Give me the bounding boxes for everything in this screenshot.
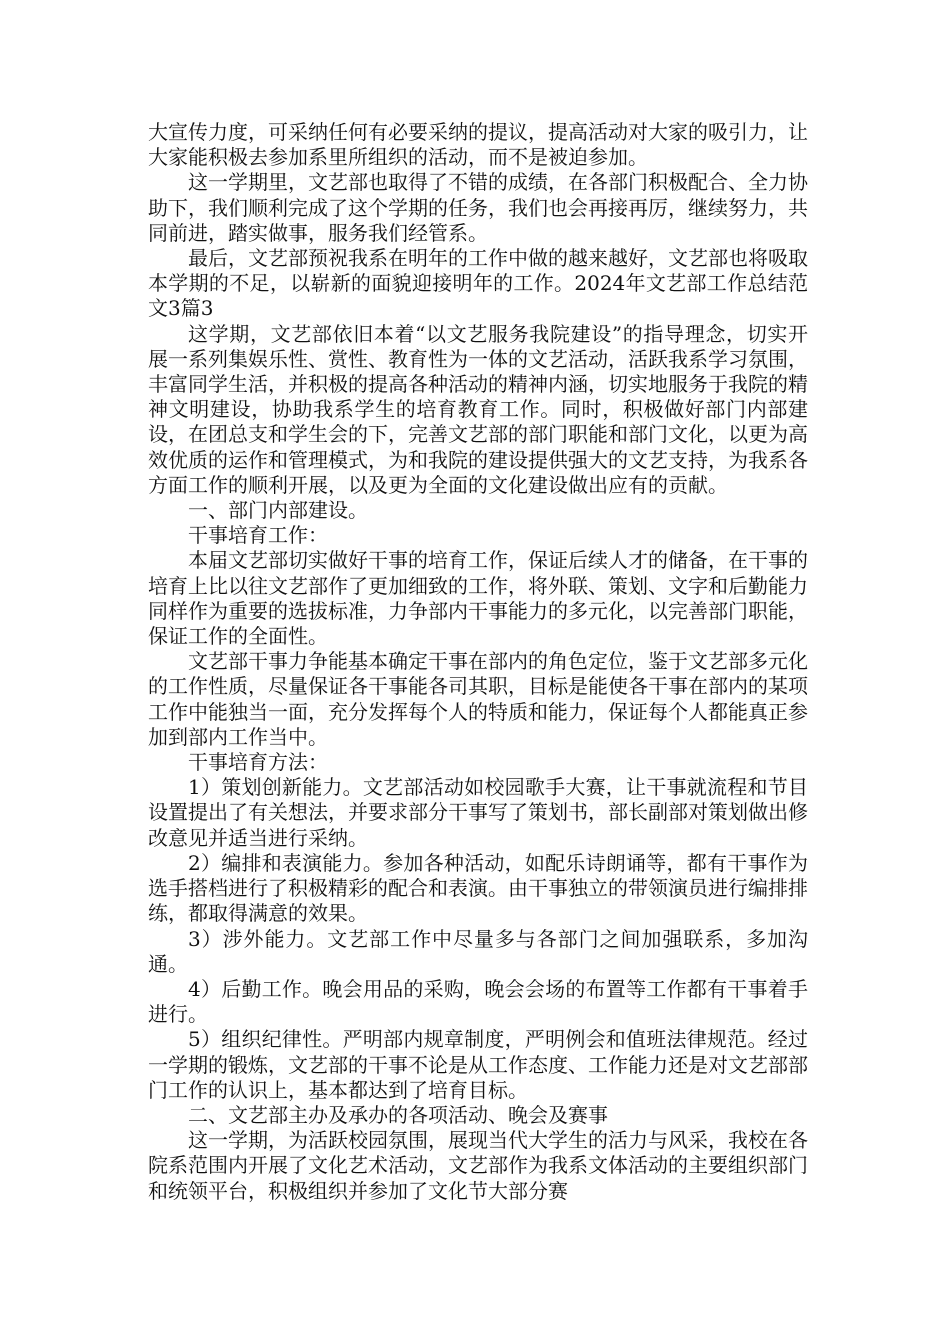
paragraph-7: 本届文艺部切实做好干事的培育工作，保证后续人才的储备，在干事的培育上比以往文艺部作了更加细致的工作，将外联、策划、文字和后勤能力同样作为重要的选拔标准，力争部内干事能力的多元化，以完善部门职能，保证工作的全面性。 [148, 548, 808, 649]
list-item-2: 2）编排和表演能力。参加各种活动，如配乐诗朗诵等，都有干事作为选手搭档进行了积极精彩的配合和表演。由干事独立的带领演员进行编排排练，都取得满意的效果。 [148, 850, 808, 926]
paragraph-1: 大宣传力度，可采纳任何有必要采纳的提议，提高活动对大家的吸引力，让大家能积极去参加系里所组织的活动，而不是被迫参加。 [148, 120, 808, 170]
document-page [148, 120, 808, 1204]
list-item-5: 5）组织纪律性。严明部内规章制度，严明例会和值班法律规范。经过一学期的锻炼，文艺部的干事不论是从工作态度、工作能力还是对文艺部部门工作的认识上，基本都达到了培育目标。 [148, 1027, 808, 1102]
list-item-3: 3）涉外能力。文艺部工作中尽量多与各部门之间加强联系，多加沟通。 [148, 926, 808, 976]
list-item-4: 4）后勤工作。晚会用品的采购，晚会会场的布置等工作都有干事着手进行。 [148, 976, 808, 1027]
paragraph-2: 这一学期里，文艺部也取得了不错的成绩，在各部门积极配合、全力协助下，我们顺利完成了这个学期的任务，我们也会再接再厉，继续努力，共同前进，踏实做事，服务我们经管系。 [148, 170, 808, 245]
paragraph-16: 这一学期，为活跃校园氛围，展现当代大学生的活力与风采，我校在各院系范围内开展了文化艺术活动，文艺部作为我系文体活动的主要组织部门和统领平台，积极组织并参加了文化节大部分赛 [148, 1128, 808, 1203]
list-item-1: 1）策划创新能力。文艺部活动如校园歌手大赛，让干事就流程和节目设置提出了有关想法，并要求部分干事写了策划书，部长副部对策划做出修改意见并适当进行采纳。 [148, 775, 808, 850]
section-heading-2: 二、文艺部主办及承办的各项活动、晚会及赛事 [188, 1102, 608, 1127]
paragraph-3: 最后，文艺部预祝我系在明年的工作中做的越来越好，文艺部也将吸取本学期的不足，以崭新的面貌迎接明年的工作。2024年文艺部工作总结范文3篇3 [148, 246, 808, 321]
paragraph-8: 文艺部干事力争能基本确定干事在部内的角色定位，鉴于文艺部多元化的工作性质，尽量保证各干事能各司其职，目标是能使各干事在部内的某项工作中能独当一面，充分发挥每个人的特质和能力，保证每个人都能真正参加到部内工作当中。 [148, 649, 808, 749]
section-heading-1: 一、部门内部建设。 [188, 498, 368, 523]
subheading-training-work: 干事培育工作： [188, 523, 328, 548]
paragraph-4: 这学期，文艺部依旧本着“以文艺服务我院建设”的指导理念，切实开展一系列集娱乐性、赏性、教育性为一体的文艺活动，活跃我系学习氛围，丰富同学生活，并积极的提高各种活动的精神内涵，切实地服务于我院的精神文明建设，协助我系学生的培育教育工作。同时，积极做好部门内部建设，在团总支和学生会的下，完善文艺部的部门职能和部门文化，以更为高效优质的运作和管理模式，为和我院的建设提供强大的文艺支持，为我系各方面工作的顺利开展，以及更为全面的文化建设做出应有的贡献。 [148, 321, 808, 497]
subheading-training-methods: 干事培育方法： [188, 750, 328, 775]
